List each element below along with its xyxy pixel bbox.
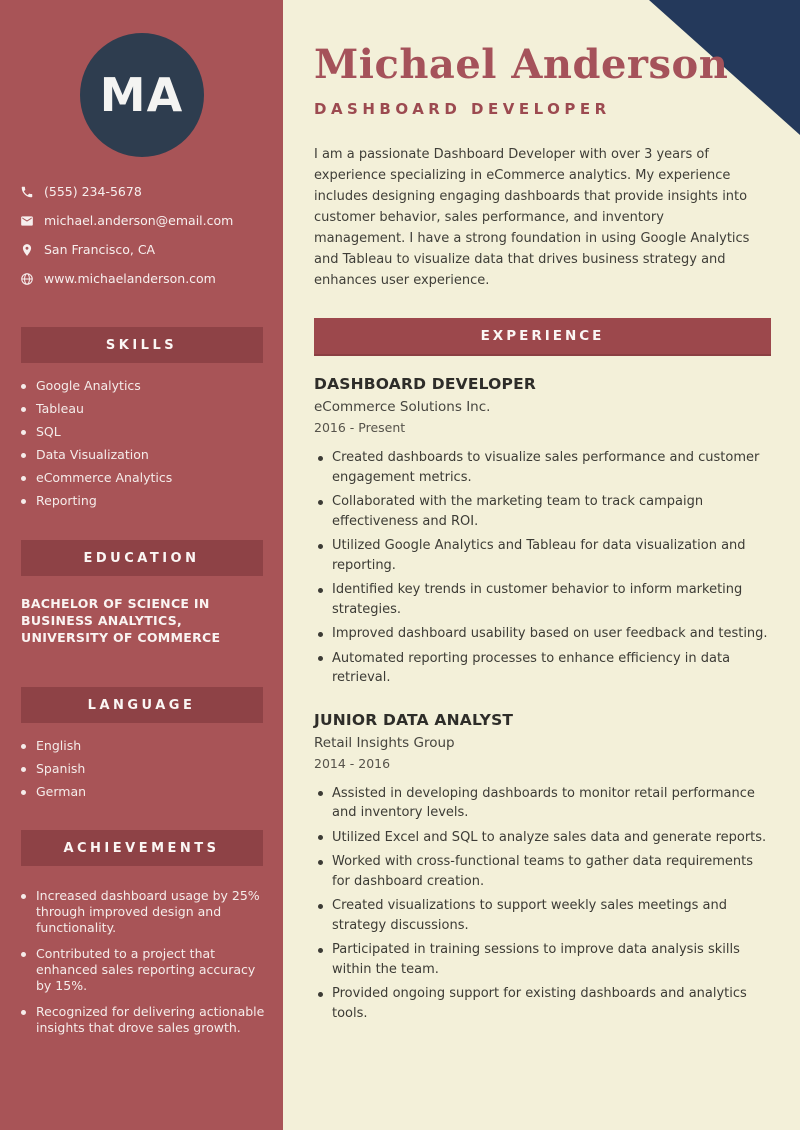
contact-location-text: San Francisco, CA <box>44 242 156 257</box>
page-title: Michael Anderson <box>314 41 729 88</box>
job-title: JUNIOR DATA ANALYST <box>314 710 514 729</box>
skill-item: eCommerce Analytics <box>0 471 283 485</box>
job-bullet: Assisted in developing dashboards to monitor retail performance and inventory levels. <box>314 784 771 823</box>
profile-summary: I am a passionate Dashboard Developer with over 3 years of experience specializing in eCommerce analytics. My experience includes designing engaging dashboards that provide insights into customer behavior, sales performance, and inventory management. I have a strong foundation in using Google Analytics and Tableau to visualize data that drives business strategy and enhances user experience. <box>314 147 750 288</box>
achievements-header <box>21 830 263 866</box>
experience-header-label: EXPERIENCE <box>480 328 605 344</box>
contact-website-text: www.michaelanderson.com <box>44 271 216 286</box>
contact-phone-text: (555) 234-5678 <box>44 184 142 199</box>
education-degree: BACHELOR OF SCIENCE IN BUSINESS ANALYTICS, UNIVERSITY OF COMMERCE <box>21 596 221 645</box>
contact-email <box>0 206 283 235</box>
job-entry <box>314 711 771 1024</box>
job-bullet: Created dashboards to visualize sales performance and customer engagement metrics. <box>314 448 771 487</box>
job-bullet: Collaborated with the marketing team to track campaign effectiveness and ROI. <box>314 492 771 531</box>
contact-website <box>0 264 283 293</box>
achievement-item: Recognized for delivering actionable insights that drove sales growth. <box>0 1004 283 1036</box>
achievement-item: Increased dashboard usage by 25% through improved design and functionality. <box>0 888 283 936</box>
achievement-item: Contributed to a project that enhanced sales reporting accuracy by 15%. <box>0 946 283 994</box>
contact-email-text: michael.anderson@email.com <box>44 213 234 228</box>
skill-item: SQL <box>0 425 283 439</box>
globe-icon <box>20 272 34 286</box>
job-bullet-list <box>314 448 771 688</box>
job-bullet: Created visualizations to support weekly sales meetings and strategy discussions. <box>314 896 771 935</box>
achievements-list <box>0 888 283 1036</box>
job-bullet: Utilized Google Analytics and Tableau for data visualization and reporting. <box>314 536 771 575</box>
job-entry <box>314 375 771 688</box>
job-dates: 2016 - Present <box>314 420 406 435</box>
job-dates: 2014 - 2016 <box>314 755 391 771</box>
phone-icon <box>20 185 34 199</box>
contact-phone <box>0 177 283 206</box>
job-bullet: Provided ongoing support for existing dashboards and analytics tools. <box>314 984 771 1023</box>
sidebar <box>0 0 283 1130</box>
skill-item: Google Analytics <box>0 379 283 393</box>
job-bullet: Automated reporting processes to enhance efficiency in data retrieval. <box>314 649 771 688</box>
language-item: German <box>0 785 283 799</box>
education-header <box>21 540 263 576</box>
avatar-initials: MA <box>99 68 184 122</box>
skill-item: Data Visualization <box>0 448 283 462</box>
person-job-title: DASHBOARD DEVELOPER <box>314 100 611 118</box>
education-header-label: EDUCATION <box>83 550 200 566</box>
skill-item: Reporting <box>0 494 283 508</box>
language-list <box>0 739 283 799</box>
contact-location <box>0 235 283 264</box>
email-icon <box>20 214 34 228</box>
job-title: DASHBOARD DEVELOPER <box>314 375 536 393</box>
experience-section-header <box>314 318 771 356</box>
job-bullet: Worked with cross-functional teams to gather data requirements for dashboard creation. <box>314 852 771 891</box>
main-column <box>283 0 800 1130</box>
achievements-header-label: ACHIEVEMENTS <box>63 840 220 856</box>
job-bullet: Improved dashboard usability based on user feedback and testing. <box>314 624 771 644</box>
language-header-label: LANGUAGE <box>87 697 196 713</box>
skills-list <box>0 379 283 508</box>
skills-header-label: SKILLS <box>105 337 178 353</box>
job-bullet: Utilized Excel and SQL to analyze sales data and generate reports. <box>314 828 771 848</box>
contact-section <box>0 177 283 293</box>
skills-header <box>21 327 263 363</box>
language-item: Spanish <box>0 762 283 776</box>
location-pin-icon <box>20 243 34 257</box>
avatar <box>80 33 204 157</box>
language-header <box>21 687 263 723</box>
language-item: English <box>0 739 283 753</box>
skill-item: Tableau <box>0 402 283 416</box>
job-bullet: Identified key trends in customer behavior to inform marketing strategies. <box>314 580 771 619</box>
job-bullet: Participated in training sessions to improve data analysis skills within the team. <box>314 940 771 979</box>
job-company: Retail Insights Group <box>314 734 455 751</box>
job-bullet-list <box>314 784 771 1024</box>
job-company: eCommerce Solutions Inc. <box>314 399 491 415</box>
